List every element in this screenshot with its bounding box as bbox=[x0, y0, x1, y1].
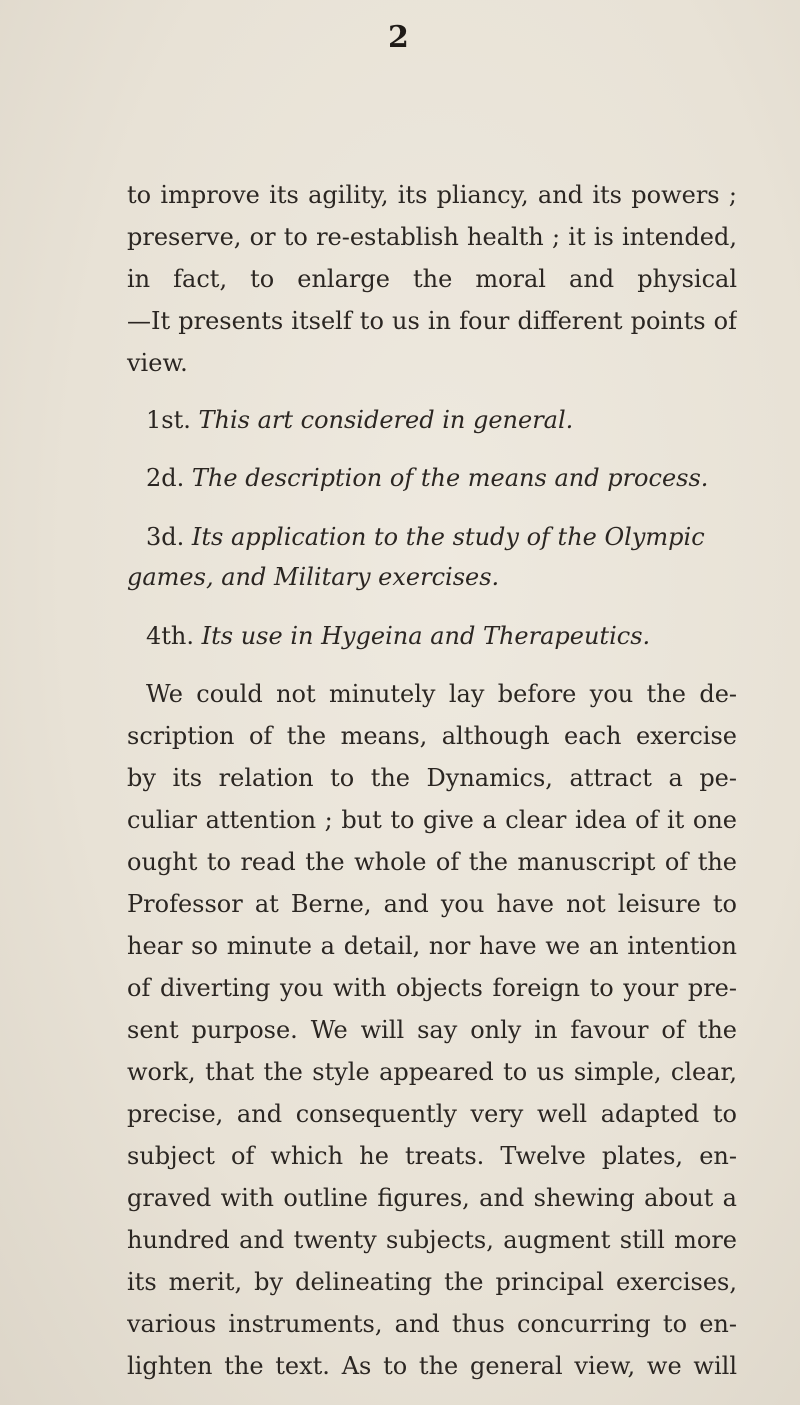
heading-text: Its use in Hygeina and Therapeutics. bbox=[201, 622, 651, 650]
heading-number: 2d. bbox=[146, 464, 185, 492]
text-line: subject of which he treats. Twelve plates, en- bbox=[127, 1142, 737, 1170]
text-line: of diverting you with objects foreign to your pre- bbox=[127, 974, 737, 1002]
text-line: Professor at Berne, and you have not leisure to bbox=[127, 890, 737, 918]
text-line: hear so minute a detail, nor have we an intention bbox=[127, 932, 737, 960]
text-line: by its relation to the Dynamics, attract a pe- bbox=[127, 764, 737, 792]
page-number: 2 bbox=[388, 20, 409, 55]
text-line: precise, and consequently very well adapted to bbox=[127, 1100, 737, 1128]
text-line: —It presents itself to us in four different points of bbox=[127, 307, 737, 335]
heading-item-2 bbox=[146, 458, 708, 498]
heading-number: 3d. bbox=[146, 523, 185, 551]
heading-item-3-continued bbox=[127, 557, 499, 597]
text-line: hundred and twenty subjects, augment still more bbox=[127, 1226, 737, 1254]
heading-text: games, and Military exercises. bbox=[127, 563, 500, 591]
text-line: in fact, to enlarge the moral and physical bbox=[127, 265, 737, 293]
heading-text: This art considered in general. bbox=[198, 406, 574, 434]
text-line: scription of the means, although each exercise bbox=[127, 722, 737, 750]
heading-text: The description of the means and process. bbox=[191, 464, 709, 492]
heading-number: 4th. bbox=[146, 622, 194, 650]
text-line: various instruments, and thus concurring to en- bbox=[127, 1310, 737, 1338]
heading-number: 1st. bbox=[146, 406, 191, 434]
text-line: We could not minutely lay before you the de- bbox=[146, 680, 737, 708]
heading-item-3 bbox=[146, 517, 705, 557]
text-line: lighten the text. As to the general view, we will bbox=[127, 1352, 737, 1380]
text-line: preserve, or to re-establish health ; it is intended, bbox=[127, 223, 737, 251]
text-line: its merit, by delineating the principal exercises, bbox=[127, 1268, 737, 1296]
text-line: graved with outline figures, and shewing about a bbox=[127, 1184, 737, 1212]
text-line: sent purpose. We will say only in favour of the bbox=[127, 1016, 737, 1044]
text-line: work, that the style appeared to us simple, clear, bbox=[127, 1058, 737, 1086]
heading-item-4 bbox=[146, 616, 650, 656]
text-line: culiar attention ; but to give a clear idea of it one bbox=[127, 806, 737, 834]
text-line: view. bbox=[127, 349, 188, 377]
text-line: to improve its agility, its pliancy, and its powers ; bbox=[127, 181, 737, 209]
heading-item-1 bbox=[146, 400, 573, 440]
heading-text: Its application to the study of the Olympic bbox=[191, 523, 705, 551]
text-line: ought to read the whole of the manuscript of the bbox=[127, 848, 737, 876]
